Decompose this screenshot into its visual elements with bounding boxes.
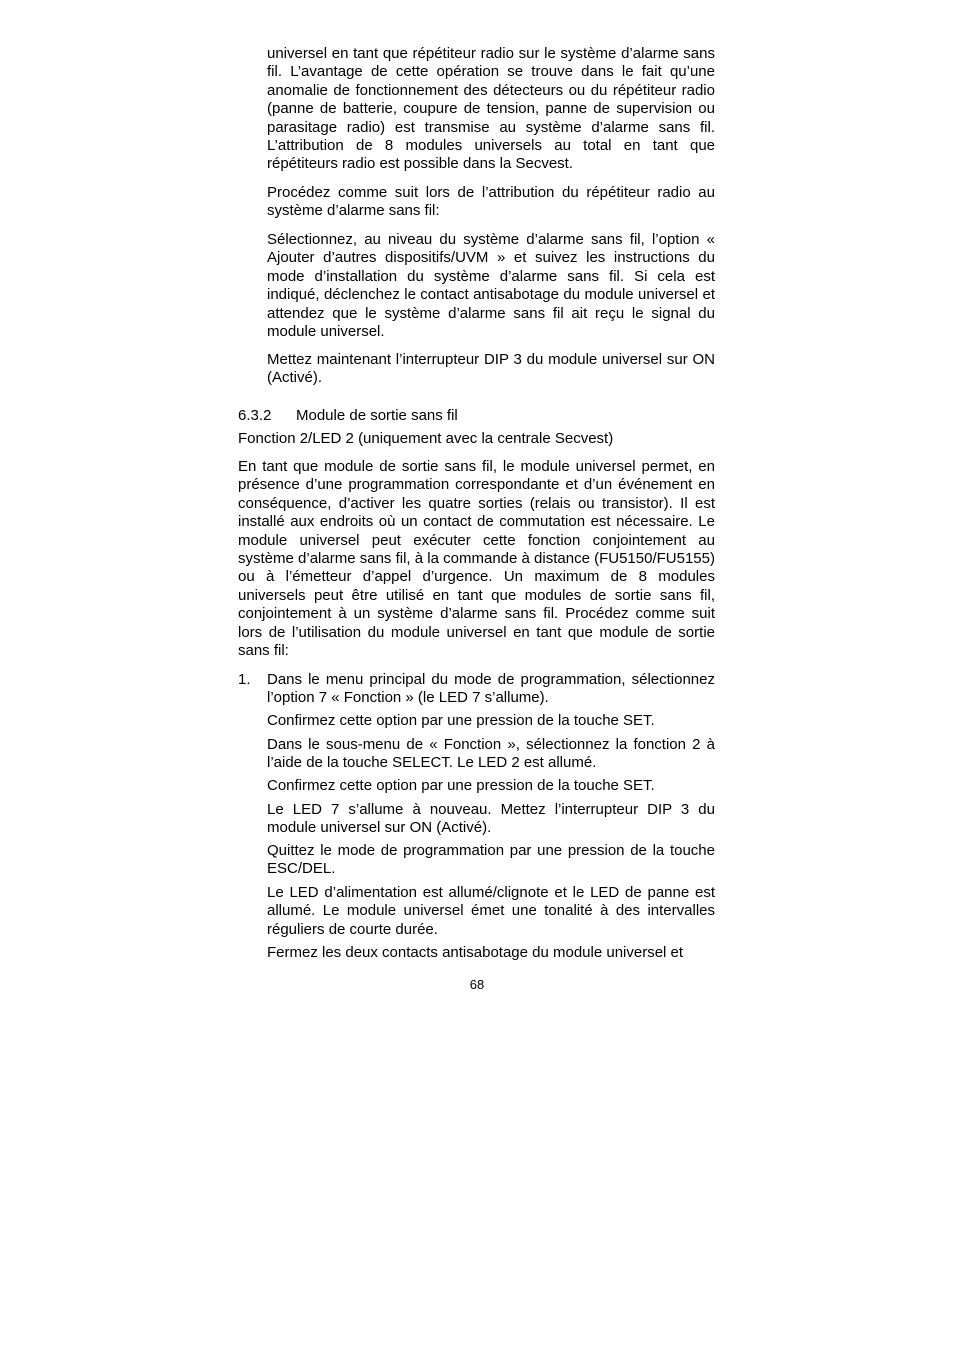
step-text-2: Confirmez cette option par une pression de la touche SET.: [267, 712, 655, 729]
step-text-3: Dans le sous-menu de « Fonction », sélectionnez la fonction 2 à l’aide de la touche SELECT. Le LED 2 est allumé.: [267, 736, 715, 772]
section-subtitle: Fonction 2/LED 2 (uniquement avec la centrale Secvest): [238, 430, 614, 447]
paragraph-dip-switch: Mettez maintenant l’interrupteur DIP 3 du module universel sur ON (Activé).: [267, 351, 715, 387]
step-text-5: Le LED 7 s’allume à nouveau. Mettez l’interrupteur DIP 3 du module universel sur ON (Activé).: [267, 801, 715, 837]
step-number: 1.: [238, 671, 251, 688]
section-title: Module de sortie sans fil: [296, 407, 458, 424]
paragraph-repeater-intro: universel en tant que répétiteur radio sur le système d’alarme sans fil. L’avantage de cette opération se trouve dans le fait qu’une anomalie de fonctionnement des détecteurs ou du répétiteur radio (panne de batterie, coupure de tension, panne de supervision ou parasitage radio) est transmise au système d’alarme sans fil. L’attribution de 8 modules universels au total en tant que répétiteurs radio est possible dans la Secvest.: [267, 45, 715, 173]
step-text-6: Quittez le mode de programmation par une pression de la touche ESC/DEL.: [267, 842, 715, 878]
step-text-4: Confirmez cette option par une pression de la touche SET.: [267, 777, 655, 794]
step-text-7: Le LED d’alimentation est allumé/clignote et le LED de panne est allumé. Le module universel émet une tonalité à des intervalles réguliers de courte durée.: [267, 884, 715, 938]
page-number: 68: [469, 977, 485, 992]
section-intro-paragraph: En tant que module de sortie sans fil, le module universel permet, en présence d’une programmation correspondante et d’un événement en conséquence, d’activer les quatre sorties (relais ou transistor). Il est installé aux endroits où un contact de commutation est nécessaire. Le module universel peut exécuter cette fonction conjointement au système d’alarme sans fil, à la commande à distance (FU5150/FU5155) ou à l’émetteur d’appel d’urgence. Un maximum de 8 modules universels peut être utilisé en tant que modules de sortie sans fil, conjointement à un système d’alarme sans fil. Procédez comme suit lors de l’utilisation du module universel en tant que module de sortie sans fil:: [238, 458, 715, 660]
step-text-8: Fermez les deux contacts antisabotage du module universel et: [267, 944, 684, 961]
paragraph-procedure-intro: Procédez comme suit lors de l’attribution du répétiteur radio au système d’alarme sans fil:: [267, 184, 715, 220]
paragraph-select-option: Sélectionnez, au niveau du système d’alarme sans fil, l’option « Ajouter d’autres dispositifs/UVM » et suivez les instructions du mode d’installation du système d’alarme sans fil. Si cela est indiqué, déclenchez le contact antisabotage du module universel et attendez que le système d’alarme sans fil ait reçu le signal du module universel.: [267, 231, 715, 341]
section-number: 6.3.2: [238, 407, 272, 424]
step-text-1: Dans le menu principal du mode de programmation, sélectionnez l’option 7 « Fonction » (le LED 7 s’allume).: [267, 671, 715, 707]
